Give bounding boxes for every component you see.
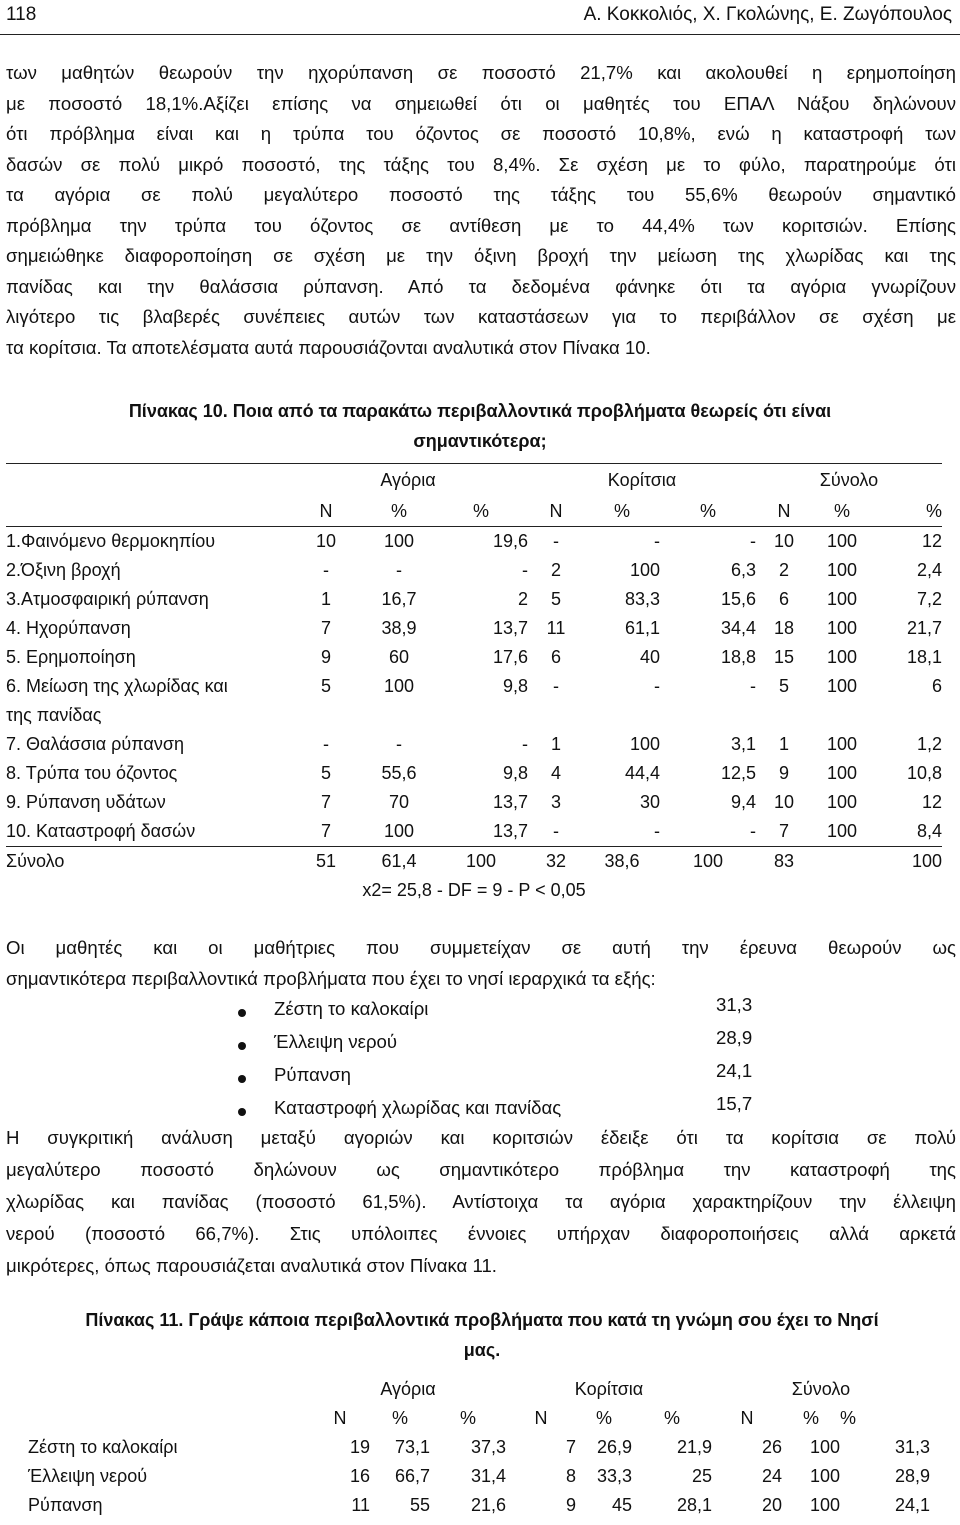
cell: 7: [778, 821, 789, 841]
cell: 100: [629, 560, 660, 580]
bullet-icon: [238, 1009, 246, 1017]
paragraph-comparison: [6, 1122, 956, 1282]
bullet-text: Ρύπανση: [274, 1064, 351, 1085]
cell: 100: [629, 734, 660, 754]
cell: 18,8: [720, 647, 756, 667]
cell: 5: [550, 589, 561, 609]
cell: 21,7: [906, 618, 942, 638]
bullet-icon: [238, 1108, 246, 1116]
cell: 33,3: [596, 1466, 632, 1486]
caption-line: Πίνακας 10. Ποια από τα παρακάτω περιβαλλοντικά προβλήματα θεωρείς ότι είναι: [128, 401, 832, 421]
cell: 13,7: [492, 792, 528, 812]
text-line: λιγότερο τις βλαβερές συνέπειες αυτών των καταστάσεων για το περιβάλλον σε σχέση με: [6, 306, 956, 327]
cell: 24,1: [894, 1495, 930, 1515]
cell: 18,1: [906, 647, 942, 667]
text-line: μικρότερες, όπως παρουσιάζεται αναλυτικά στον Πίνακα 11.: [6, 1255, 497, 1276]
cell: 55: [409, 1495, 430, 1515]
subhead: N: [534, 1408, 548, 1428]
cell: 12,5: [720, 763, 756, 783]
bullet-icon: [238, 1075, 246, 1083]
text-line: πρόβλημα την τρύπα του όζοντος σε αντίθεση με το 44,4% των κοριτσιών. Επίσης: [6, 214, 956, 236]
subhead: %: [390, 501, 407, 521]
cell: 12: [921, 792, 942, 812]
table-row: [6, 614, 942, 643]
cell: 9,8: [502, 763, 528, 783]
cell: 100: [809, 1437, 840, 1457]
chi-square-stats: x2= 25,8 - DF = 9 - P < 0,05: [362, 880, 586, 900]
cell: -: [323, 560, 329, 580]
cell: 26: [761, 1437, 782, 1457]
caption-line: σημαντικότερα;: [413, 431, 547, 451]
cell: 28,1: [676, 1495, 712, 1515]
cell: -: [750, 676, 756, 696]
cell: 21,9: [676, 1437, 712, 1457]
cell: 13,7: [492, 821, 528, 841]
cell: 12: [921, 531, 942, 551]
row-label: [6, 585, 288, 614]
table-row: [6, 527, 942, 557]
cell: -: [750, 531, 756, 551]
cell: 6: [931, 676, 942, 696]
text-line: πανίδας και την θαλάσσια ρύπανση. Από τα δεδομένα φάνηκε ότι τα αγόρια γνωρίζουν: [6, 275, 956, 297]
cell: 2,4: [916, 560, 942, 580]
table-row: [6, 730, 942, 759]
subhead: %: [840, 1408, 857, 1428]
cell: 19: [349, 1437, 370, 1457]
bullet-text: Καταστροφή χλωρίδας και πανίδας: [274, 1097, 562, 1118]
cell: 18: [773, 618, 795, 638]
row-label-line: 6. Μείωση της χλωρίδας και: [6, 676, 228, 696]
row-label-line: Έλλειψη νερού: [28, 1466, 148, 1486]
cell: 8,4: [916, 821, 942, 841]
text-line: νερού (ποσοστό 66,7%). Στις υπόλοιπες έννοιες υπήρχαν διαφοροποιήσεις αλλά αρκετά: [6, 1223, 956, 1244]
cell: 100: [809, 1495, 840, 1515]
text-line: δασών σε πολύ μικρό ποσοστό, της τάξης του 8,4%. Σε σχέση με το φύλο, παρατηρούμε ότι: [6, 153, 956, 175]
table-row: [6, 788, 942, 817]
cell: 1: [550, 734, 561, 754]
table-row: [6, 585, 942, 614]
cell: -: [654, 821, 660, 841]
text-line: σημειώθηκε διαφοροποίηση σε σχέση με την όξινη βροχή την μείωση της χλωρίδας και της: [6, 245, 956, 266]
cell: 45: [611, 1495, 632, 1515]
text-line: Η συγκριτική ανάλυση μεταξύ αγοριών και κοριτσιών έδειξε ότι τα κορίτσια σε πολύ: [6, 1127, 956, 1148]
cell: 9,4: [730, 792, 756, 812]
row-label: Σύνολο: [6, 851, 65, 871]
group-header: Κορίτσια: [574, 1379, 644, 1399]
table-row: [6, 643, 942, 672]
row-label-line: 10. Καταστροφή δασών: [6, 821, 196, 841]
text-line: Οι μαθητές και οι μαθήτριες που συμμετείχαν σε αυτή την έρευνα θεωρούν ως: [6, 937, 956, 958]
cell: -: [553, 531, 559, 551]
row-label-line: 7. Θαλάσσια ρύπανση: [6, 734, 184, 754]
group-header: Κορίτσια: [607, 470, 677, 490]
cell: 16,7: [381, 589, 417, 609]
row-label: [6, 614, 288, 643]
cell: 4: [550, 763, 561, 783]
cell: 1: [320, 589, 331, 609]
cell: 11: [351, 1495, 370, 1515]
row-label-line: 3.Ατμοσφαιρική ρύπανση: [6, 589, 209, 609]
bullet-value: 31,3: [716, 994, 753, 1015]
table-header-groups: [6, 464, 942, 498]
caption-line: μας.: [463, 1340, 501, 1360]
running-title: Α. Κοκκολιός, Χ. Γκολώνης, Ε. Ζωγόπουλος: [583, 4, 952, 25]
table-stats-row: [6, 876, 942, 905]
row-label: [6, 672, 288, 730]
cell: 31,4: [470, 1466, 506, 1486]
group-header: Αγόρια: [380, 1379, 436, 1399]
table11: [28, 1375, 930, 1520]
row-label: [28, 1491, 310, 1520]
cell: -: [654, 531, 660, 551]
text-line: χλωρίδας και πανίδας (ποσοστό 61,5%). Αντίστοιχα τα αγόρια χαρακτηρίζουν την έλλειψη: [6, 1191, 956, 1212]
cell: 10,8: [906, 763, 942, 783]
cell: 7,2: [916, 589, 942, 609]
cell: 32: [545, 851, 567, 871]
row-label: [6, 817, 288, 847]
cell: 15: [773, 647, 795, 667]
table-row: [6, 672, 942, 730]
paragraph-intro: [6, 58, 956, 363]
cell: 1: [778, 734, 789, 754]
text-line: τα αγόρια σε πολύ μεγαλύτερο ποσοστό της τάξης του 55,6% θεωρούν σημαντικό: [6, 184, 956, 205]
cell: -: [522, 734, 528, 754]
table-row: [6, 556, 942, 585]
cell: 30: [639, 792, 660, 812]
subhead: %: [925, 501, 942, 521]
cell: 100: [383, 821, 415, 841]
subhead: N: [549, 501, 563, 521]
table-row: [28, 1433, 930, 1462]
bullet-text: Έλλειψη νερού: [274, 1031, 398, 1052]
table10-caption: [40, 396, 920, 456]
cell: 6: [550, 647, 561, 667]
row-label: [6, 643, 288, 672]
cell: 6,3: [730, 560, 756, 580]
cell: 100: [383, 676, 415, 696]
cell: 73,1: [394, 1437, 430, 1457]
caption-line: Πίνακας 11. Γράψε κάποια περιβαλλοντικά προβλήματα που κατά τη γνώμη σου έχει το Νησί: [85, 1310, 879, 1330]
table-row: [28, 1462, 930, 1491]
cell: 100: [826, 531, 858, 551]
cell: 9: [320, 647, 331, 667]
cell: 19,6: [492, 531, 528, 551]
bullet-value: 28,9: [716, 1027, 753, 1048]
group-header: Αγόρια: [380, 470, 436, 490]
row-label-line: 4. Ηχορύπανση: [6, 618, 131, 638]
subhead: %: [663, 1408, 680, 1428]
cell: -: [553, 676, 559, 696]
subhead: %: [459, 1408, 476, 1428]
paragraph-ranking: [6, 933, 956, 994]
cell: 7: [565, 1437, 576, 1457]
cell: 7: [320, 792, 331, 812]
cell: 5: [778, 676, 789, 696]
cell: 51: [315, 851, 337, 871]
row-label: [6, 527, 288, 557]
cell: 13,7: [492, 618, 528, 638]
cell: 83: [773, 851, 795, 871]
row-label-line: 1.Φαινόμενο θερμοκηπίου: [6, 531, 216, 551]
cell: 100: [826, 821, 858, 841]
text-line: μεγαλύτερο ποσοστό δηλώνουν ως σημαντικότερο πρόβλημα την καταστροφή της: [6, 1159, 956, 1180]
row-label-line: 8. Τρύπα του όζοντος: [6, 763, 178, 783]
cell: 7: [320, 821, 331, 841]
cell: 3: [550, 792, 561, 812]
bullet-value: 24,1: [716, 1060, 753, 1081]
cell: 7: [320, 618, 331, 638]
table-row: [6, 759, 942, 788]
subhead: %: [613, 501, 630, 521]
cell: 100: [809, 1466, 840, 1486]
cell: 15,6: [720, 589, 756, 609]
table11-caption: [14, 1305, 950, 1365]
cell: 5: [320, 763, 331, 783]
cell: -: [396, 560, 402, 580]
cell: 8: [565, 1466, 576, 1486]
cell: 100: [911, 851, 942, 871]
cell: 38,6: [604, 851, 640, 871]
subhead: N: [319, 501, 333, 521]
table10: [6, 463, 942, 905]
cell: 28,9: [894, 1466, 930, 1486]
cell: 100: [826, 618, 858, 638]
bullet-icon: [238, 1042, 246, 1050]
cell: 24: [761, 1466, 782, 1486]
row-label-line: Ζέστη το καλοκαίρι: [28, 1437, 178, 1457]
subhead: %: [802, 1408, 819, 1428]
row-label-line: της πανίδας: [6, 705, 102, 725]
cell: -: [553, 821, 559, 841]
cell: 100: [826, 763, 858, 783]
subhead: %: [391, 1408, 408, 1428]
cell: 2: [550, 560, 561, 580]
text-line: τα κορίτσια. Τα αποτελέσματα αυτά παρουσιάζονται αναλυτικά στον Πίνακα 10.: [6, 336, 651, 358]
cell: 1,2: [916, 734, 942, 754]
subhead: %: [833, 501, 850, 521]
row-label: [6, 556, 288, 585]
cell: 100: [826, 560, 858, 580]
cell: 6: [778, 589, 789, 609]
row-label: [6, 730, 288, 759]
cell: -: [323, 734, 329, 754]
page-number: 118: [6, 4, 37, 25]
cell: -: [654, 676, 660, 696]
row-label-line: 5. Ερημοποίηση: [6, 647, 136, 667]
table-row: [28, 1491, 930, 1520]
cell: [812, 847, 872, 877]
row-label: [6, 759, 288, 788]
table-row: [6, 817, 942, 847]
cell: 21,6: [470, 1495, 506, 1515]
cell: -: [396, 734, 402, 754]
cell: 5: [320, 676, 331, 696]
cell: 66,7: [394, 1466, 430, 1486]
cell: 9: [778, 763, 789, 783]
cell: 37,3: [470, 1437, 506, 1457]
cell: 55,6: [381, 763, 417, 783]
cell: 34,4: [720, 618, 756, 638]
text-line: σημαντικότερα περιβαλλοντικά προβλήματα που έχει το νησί ιεραρχικά τα εξής:: [6, 967, 656, 989]
cell: 100: [826, 734, 858, 754]
cell: 10: [315, 531, 337, 551]
cell: 2: [517, 589, 528, 609]
row-label: [28, 1462, 310, 1491]
cell: -: [750, 821, 756, 841]
page-header: [0, 0, 960, 35]
cell: 61,4: [381, 851, 417, 871]
cell: 100: [465, 851, 497, 871]
cell: 3,1: [730, 734, 756, 754]
cell: 70: [388, 792, 410, 812]
cell: 16: [349, 1466, 370, 1486]
text-line: με ποσοστό 18,1%.Αξίζει επίσης να σημειωθεί ότι οι μαθητές του ΕΠΑΛ Νάξου δηλώνουν: [6, 92, 956, 114]
bullet-text: Ζέστη το καλοκαίρι: [274, 998, 429, 1019]
cell: 61,1: [624, 618, 660, 638]
cell: 100: [826, 676, 858, 696]
cell: 9: [565, 1495, 576, 1515]
subhead: N: [777, 501, 791, 521]
cell: 60: [388, 647, 410, 667]
table-header-groups: [28, 1375, 930, 1404]
subhead: %: [472, 501, 489, 521]
cell: 17,6: [492, 647, 528, 667]
cell: 38,9: [381, 618, 417, 638]
cell: 26,9: [596, 1437, 632, 1457]
cell: 100: [383, 531, 415, 551]
group-header: Σύνολο: [791, 1379, 851, 1399]
subhead: N: [333, 1408, 347, 1428]
cell: 25: [691, 1466, 712, 1486]
cell: 44,4: [624, 763, 660, 783]
subhead: N: [740, 1408, 754, 1428]
row-label-line: 9. Ρύπανση υδάτων: [6, 792, 166, 812]
cell: 10: [773, 792, 795, 812]
cell: 100: [826, 647, 858, 667]
row-label-line: Ρύπανση: [28, 1495, 103, 1515]
cell: 83,3: [624, 589, 660, 609]
row-label-line: 2.Όξινη βροχή: [6, 560, 121, 580]
cell: -: [522, 560, 528, 580]
bullet-value: 15,7: [716, 1093, 753, 1114]
table-header-sub: [28, 1404, 930, 1433]
subhead: %: [699, 501, 716, 521]
cell: 20: [761, 1495, 782, 1515]
cell: 2: [778, 560, 789, 580]
table-total-row: [6, 847, 942, 877]
cell: 100: [826, 792, 858, 812]
row-label: [28, 1433, 310, 1462]
cell: 31,3: [894, 1437, 930, 1457]
cell: 10: [773, 531, 795, 551]
group-header: Σύνολο: [819, 470, 879, 490]
cell: 40: [639, 647, 660, 667]
table-header-sub: [6, 497, 942, 527]
text-line: των μαθητών θεωρούν την ηχορύπανση σε ποσοστό 21,7% και ακολουθεί η ερημοποίηση: [6, 62, 956, 83]
subhead: %: [595, 1408, 612, 1428]
row-label: [6, 788, 288, 817]
cell: 11: [546, 618, 566, 638]
cell: 100: [826, 589, 858, 609]
text-line: ότι πρόβλημα είναι και η τρύπα του όζοντος σε ποσοστό 10,8%, ενώ η καταστροφή των: [6, 123, 956, 144]
cell: 100: [692, 851, 724, 871]
cell: 9,8: [502, 676, 528, 696]
